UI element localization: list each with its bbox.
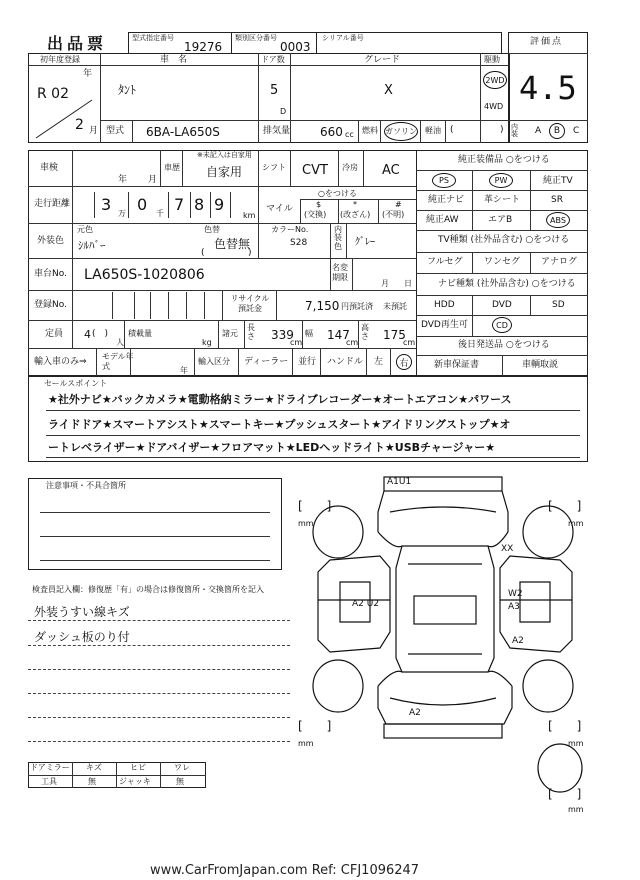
mileage-unknown: (不明) — [382, 210, 405, 219]
legend-r1-c1: ドアミラー — [30, 763, 70, 772]
model-label: 型式 — [106, 126, 125, 136]
first-reg-month-char: 月 — [89, 126, 99, 136]
tv-analog: アナログ — [541, 257, 578, 267]
legend-r1-c4: ワレ — [174, 763, 190, 772]
mileage-mile: マイル — [266, 204, 293, 214]
diagram-hood — [390, 507, 496, 512]
diagram-rear-fenders — [378, 671, 512, 686]
drive-2wd-circle — [483, 71, 507, 89]
equip-airbag: エアB — [488, 215, 513, 225]
mileage-circle-note: ○をつける — [318, 189, 357, 198]
handle-right-circle — [396, 354, 412, 370]
interior-color: ｸﾞﾚｰ — [355, 237, 375, 248]
interior-label: 内装 — [511, 123, 518, 138]
footer-watermark: www.CarFromJapan.com Ref: CFJ1096247 — [150, 863, 420, 878]
color-code: S28 — [290, 238, 308, 248]
inspector-line-1: 外装うすい線キズ — [34, 605, 130, 619]
color-paren-open: ( — [201, 248, 205, 258]
equip-leather: 革シート — [484, 195, 521, 205]
tv-header: TV種類 (社外品含む) ○をつける — [438, 235, 570, 245]
inspector-label: 検査員記入欄：修復歴「有」の場合は修復箇所・交換箇所を記入 — [32, 585, 264, 594]
capacity-label: 定員 — [45, 329, 64, 339]
shaken-year-char: 年 — [118, 175, 128, 185]
load-label: 積載量 — [128, 329, 152, 338]
mileage-exch: (交換) — [304, 210, 327, 219]
diagram-mm-fr: mm — [568, 519, 584, 528]
diagram-hatch — [390, 698, 496, 705]
recycle-not: 未預託 — [383, 302, 407, 311]
equip-pw-circle — [489, 173, 513, 188]
interior-b-circle — [549, 123, 565, 139]
grade-value: X — [384, 83, 393, 98]
type-no-value: 19276 — [184, 40, 223, 54]
width-label: 幅 — [305, 329, 313, 338]
color-repaint: 色替無 — [214, 237, 251, 251]
mileage-man: 万 — [118, 209, 126, 218]
legend-r1-c3: ヒビ — [130, 763, 146, 772]
serial-box — [316, 32, 502, 54]
doors-d: D — [280, 107, 287, 116]
diagram-center-panel — [414, 596, 476, 624]
fuel-paren-open: ( — [450, 125, 454, 135]
displacement-value: 660 — [320, 125, 343, 139]
color-repaint-label: 色替 — [204, 225, 220, 234]
navi-hdd: HDD — [434, 300, 455, 310]
diagram-rear-bumper — [384, 724, 502, 738]
diagram-bracket-fl: [ ] — [298, 499, 332, 513]
color-label: 外装色 — [37, 236, 65, 246]
sales-label: セールスポイント — [44, 379, 108, 388]
import-parallel: 並行 — [298, 357, 317, 367]
first-reg-month: 2 — [75, 117, 84, 133]
notes-box — [28, 478, 282, 570]
registration-label: 登録No. — [34, 300, 67, 310]
doors-label: ドア数 — [261, 55, 285, 64]
capacity-people: 4 — [84, 328, 91, 341]
diagram-front-edges — [378, 491, 508, 532]
handle-right: 右 — [399, 358, 409, 369]
diagram-spare-wheel — [538, 744, 582, 792]
legend-r2-c2: 無 — [88, 777, 96, 786]
form-title: 出品票 — [47, 34, 108, 53]
equip-ps: PS — [439, 176, 449, 185]
navi-sd: SD — [552, 300, 565, 310]
tv-full: フルセグ — [427, 257, 463, 267]
ac-value: AC — [382, 163, 400, 178]
interior-a: A — [535, 126, 542, 136]
equip-abs-circle — [546, 212, 570, 228]
load-kg: kg — [202, 338, 212, 347]
mileage-sen: 千 — [156, 209, 164, 218]
drive-label: 駆動 — [484, 55, 500, 64]
mileage-tamper: (改ざん) — [340, 210, 371, 219]
height-value: 175 — [383, 328, 406, 342]
mileage-km: km — [243, 211, 256, 220]
drive-2wd: 2WD — [485, 75, 505, 85]
mileage-digit-2: 0 — [137, 195, 148, 214]
sales-line-1: ★社外ナビ★バックカメラ★電動格納ミラー★ドライブレコーダー★オートエアコン★パワース — [48, 393, 512, 406]
equip-tv: 純正TV — [543, 176, 573, 186]
first-reg-year: R 02 — [37, 86, 69, 102]
model-year-label: モデル年式 — [102, 352, 134, 371]
eval-score: 4.5 — [519, 69, 577, 107]
car-name-label: 車 名 — [160, 55, 188, 65]
class-no-value: 0003 — [280, 40, 311, 54]
diagram-wheel-front-left — [313, 506, 363, 558]
displacement-label: 排気量 — [263, 126, 291, 136]
mileage-unknown-sym: # — [395, 200, 402, 209]
diagram-front-fenders — [378, 532, 508, 547]
model-value: 6BA-LA650S — [146, 125, 220, 139]
tv-one: ワンセグ — [484, 257, 521, 267]
first-reg-label: 初年度登録 — [40, 55, 80, 64]
diagram-left-door: A2 U2 — [352, 599, 380, 609]
model-year-char: 年 — [180, 366, 188, 375]
mileage-digit-1: 3 — [101, 195, 112, 214]
usage-note: ※未記入は自家用 — [197, 151, 252, 159]
car-diagram — [290, 472, 600, 812]
recycle-unit: 円預託済 — [341, 302, 373, 311]
name-change-month: 月 — [381, 279, 389, 288]
import-dealer: ディーラー — [244, 357, 289, 367]
later-header: 後日発送品 ○をつける — [458, 340, 550, 350]
shaken-month-char: 月 — [148, 175, 158, 185]
length-value: 339 — [271, 328, 294, 342]
diagram-wheel-rear-left — [313, 660, 363, 712]
dims-label: 諸元 — [222, 329, 238, 338]
diagram-mm-rl: mm — [298, 739, 314, 748]
diagram-mm-rr: mm — [568, 739, 584, 748]
diagram-w2: W2 — [508, 589, 523, 599]
equip-aw: 純正AW — [426, 215, 459, 225]
class-no-label: 類別区分番号 — [235, 34, 277, 42]
shift-value: CVT — [302, 163, 328, 178]
mileage-digit-3: 7 — [174, 195, 185, 214]
mileage-label: 走行距離 — [34, 199, 71, 209]
navi-header: ナビ種類 (社外品含む) ○をつける — [438, 279, 576, 289]
diagram-top-label: A1U1 — [387, 477, 412, 487]
diagram-bracket-fr: [ ] — [548, 499, 582, 513]
diagram-a3: A3 — [508, 602, 520, 612]
import-label: 輸入車のみ⇒ — [34, 357, 87, 367]
fuel-gas: ガソリン — [385, 127, 417, 136]
cd: CD — [496, 320, 508, 330]
class-no-box — [231, 32, 317, 54]
eval-label: 評価点 — [530, 37, 564, 47]
legend-r1-c2: キズ — [86, 763, 102, 772]
height-cm: cm — [403, 338, 416, 347]
sales-line-2: ライドドア★スマートアシスト★スマートキー★プッシュスタート★アイドリングストップ★オ — [48, 418, 511, 431]
usage-value: 自家用 — [206, 165, 243, 179]
shift-label: シフト — [262, 163, 286, 172]
type-no-box — [128, 32, 232, 54]
color-code-label: カラーNo. — [271, 225, 309, 234]
import-class-label: 輸入区分 — [198, 357, 230, 366]
diagram-right-window — [520, 582, 550, 622]
legend-r2-c3: ジャッキ — [119, 777, 151, 786]
recycle-label: リサイクル預託金 — [230, 294, 270, 313]
dvd-playable: DVD再生可 — [421, 320, 468, 330]
color-paren-close: ) — [248, 248, 252, 258]
diagram-bracket-spare: [ ] — [548, 787, 582, 801]
diagram-bracket-rl: [ ] — [298, 719, 332, 733]
length-cm: cm — [290, 338, 303, 347]
equip-navi: 純正ナビ — [428, 195, 465, 205]
inspector-line-2: ダッシュ板のり付 — [34, 630, 130, 644]
legend-r2-c1: 工具 — [41, 777, 57, 786]
equipment-header: 純正装備品 ○をつける — [458, 155, 550, 165]
legend-r2-c4: 無 — [176, 777, 184, 786]
color-orig-label: 元色 — [77, 225, 93, 234]
usage-label: 車歴 — [164, 163, 180, 172]
sales-line-3: ートレベライザー★ドアバイザー★フロアマット★LEDヘッドライト★USBチャージャー★ — [48, 441, 496, 454]
handle-label: ハンドル — [327, 357, 364, 367]
cd-circle — [492, 317, 512, 333]
handle-left: 左 — [374, 357, 384, 367]
diagram-a2-rear: A2 — [409, 708, 421, 718]
chassis-label: 車台No. — [34, 269, 67, 279]
height-label: 高さ — [361, 323, 369, 341]
fuel-diesel: 軽油 — [425, 126, 441, 135]
diagram-xx: XX — [501, 544, 514, 554]
capacity-people-unit: 人 — [116, 338, 124, 347]
grade-label: グレード — [364, 55, 401, 65]
mileage-digit-5: 9 — [214, 195, 225, 214]
mileage-tamper-sym: * — [353, 200, 357, 209]
notes-label: 注意事項・不具合箇所 — [46, 481, 126, 490]
equip-sr: SR — [551, 195, 563, 205]
serial-label: シリアル番号 — [322, 34, 364, 42]
mileage-digit-4: 8 — [194, 195, 205, 214]
diagram-mm-fl: mm — [298, 519, 314, 528]
first-reg-divider — [30, 96, 98, 142]
equip-ps-circle — [432, 173, 456, 188]
diagram-mm-spare: mm — [568, 805, 584, 814]
length-label: 長さ — [247, 323, 255, 341]
navi-dvd: DVD — [492, 300, 512, 310]
later-manual: 車輌取説 — [522, 360, 559, 370]
recycle-amount: 7,150 — [305, 299, 340, 313]
first-reg-year-char: 年 — [83, 69, 93, 79]
interior-c: C — [573, 126, 580, 136]
later-warranty: 新車保証書 — [434, 360, 480, 370]
width-value: 147 — [327, 328, 350, 342]
interior-b: B — [553, 126, 561, 136]
diagram-wheel-front-right — [523, 506, 573, 558]
width-cm: cm — [346, 338, 359, 347]
fuel-label: 燃料 — [362, 126, 378, 135]
capacity-paren: ( ) — [92, 329, 109, 339]
fuel-paren-close: ) — [500, 125, 504, 135]
equip-abs: ABS — [550, 215, 566, 225]
diagram-roof-lines — [408, 564, 482, 654]
chassis-number: LA650S-1020806 — [84, 267, 205, 283]
type-no-label: 型式指定番号 — [132, 34, 174, 42]
equip-pw: PW — [494, 176, 508, 185]
car-name: ﾀﾝﾄ — [118, 83, 137, 97]
interior-color-label: 内装色 — [334, 225, 342, 251]
doors-value: 5 — [270, 83, 279, 98]
displacement-cc: cc — [345, 130, 354, 139]
diagram-a2-right: A2 — [512, 636, 524, 646]
name-change-label: 名変期限 — [332, 263, 348, 282]
name-change-day: 日 — [404, 279, 412, 288]
drive-4wd: 4WD — [484, 102, 504, 111]
shaken-label: 車検 — [40, 163, 59, 173]
diagram-roof — [396, 546, 494, 672]
fuel-gas-circle — [384, 122, 418, 141]
diagram-bracket-rr: [ ] — [548, 719, 582, 733]
color-orig: ｼﾙﾊﾞｰ — [78, 239, 106, 252]
mileage-exch-sym: $ — [316, 200, 322, 209]
ac-label: 冷房 — [342, 163, 358, 172]
diagram-wheel-rear-right — [523, 660, 573, 712]
